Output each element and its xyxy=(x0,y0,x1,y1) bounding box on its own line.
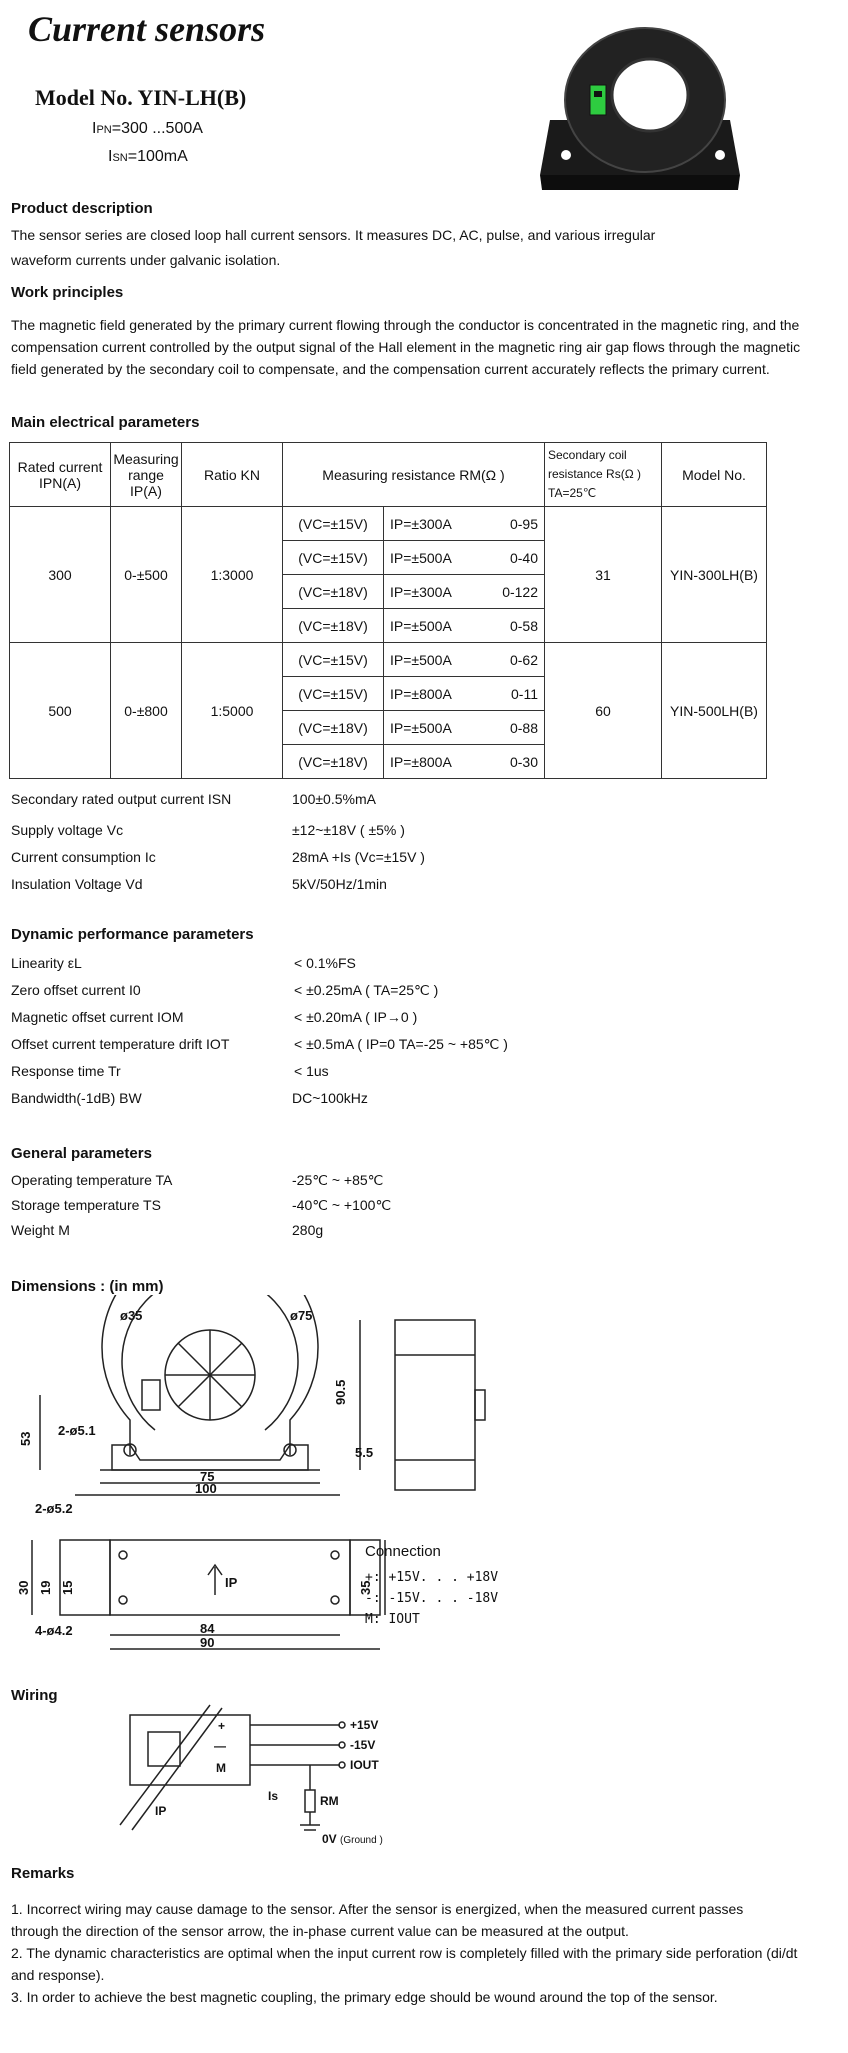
remarks-heading: Remarks xyxy=(11,1865,75,1882)
gp1-value: -40℃ ~ +100℃ xyxy=(292,1197,392,1213)
dp5-value: DC~100kHz xyxy=(292,1090,368,1106)
remark-3: 3. In order to achieve the best magnetic coupling, the primary edge should be wound around the top of the sensor. xyxy=(11,1989,718,2005)
g1-r2-ip: IP=±500A xyxy=(390,719,452,736)
g1-r3-rm: 0-30 xyxy=(509,753,538,770)
dp2-value: < ±0.20mA ( IP→0 ) xyxy=(294,1009,418,1025)
wiring-m: M xyxy=(216,1761,226,1775)
th-range: Measuring range IP(A) xyxy=(111,443,182,507)
ep2-label: Current consumption Ic xyxy=(11,849,156,865)
g0-r0-rm: 0-95 xyxy=(509,515,538,532)
dim-h53: 53 xyxy=(18,1431,33,1446)
gp0-value: -25℃ ~ +85℃ xyxy=(292,1172,384,1188)
sensor-photo xyxy=(530,25,750,200)
description-line1: The sensor series are closed loop hall current sensors. It measures DC, AC, pulse, and various irregular xyxy=(11,227,656,243)
dp0-label: Linearity εL xyxy=(11,955,82,971)
dynamic-heading: Dynamic performance parameters xyxy=(11,926,254,943)
dp4-value: < 1us xyxy=(294,1063,329,1079)
dp1-label: Zero offset current I0 xyxy=(11,982,141,998)
g0-r3-vc: (VC=±18V) xyxy=(283,609,384,643)
wiring-is: Is xyxy=(268,1789,279,1803)
dp3-label: Offset current temperature drift IOT xyxy=(11,1036,230,1052)
wiring-ground: 0V xyxy=(322,1832,337,1846)
dim-hole51: 2-ø5.1 xyxy=(58,1423,96,1438)
dim-hole52: 2-ø5.2 xyxy=(35,1501,73,1516)
ep1-label: Supply voltage Vc xyxy=(11,822,124,838)
g0-r1-vc: (VC=±15V) xyxy=(283,541,384,575)
connection-minus: -: -15V. . . -18V xyxy=(365,1591,499,1606)
dp5-label: Bandwidth(-1dB) BW xyxy=(11,1090,142,1106)
dim-hole42: 4-ø4.2 xyxy=(35,1623,73,1638)
spec-isn: ISN=100mA xyxy=(108,148,188,165)
work-line2: compensation current controlled by the output signal of the Hall element in the magnetic ring air gap flows through the magnetic xyxy=(11,339,801,355)
gp1-label: Storage temperature TS xyxy=(11,1197,161,1213)
ep3-value: 5kV/50Hz/1min xyxy=(292,876,387,892)
wiring-p15: +15V xyxy=(350,1718,379,1732)
dim-h30: 30 xyxy=(16,1580,31,1595)
dp3-value: < ±0.5mA ( IP=0 TA=-25 ~ +85℃ ) xyxy=(294,1036,508,1052)
dp2-label: Magnetic offset current IOM xyxy=(11,1009,184,1025)
wiring-ground-note: (Ground ) xyxy=(340,1835,383,1846)
work-line3: field generated by the secondary coil to compensate, and the compensation current accurately reflects the primary current. xyxy=(11,361,770,377)
dim-w100: 100 xyxy=(195,1481,217,1496)
spec-ipn: IPN=300 ...500A xyxy=(92,120,203,137)
ep3-label: Insulation Voltage Vd xyxy=(11,876,143,892)
g0-range: 0-±500 xyxy=(111,507,182,643)
page-title: Current sensors xyxy=(28,9,266,49)
dim-h905: 90.5 xyxy=(333,1379,348,1405)
gp2-value: 280g xyxy=(292,1222,324,1238)
ep0-label: Secondary rated output current ISN xyxy=(11,791,232,807)
g1-r3-ip: IP=±800A xyxy=(390,753,452,770)
g1-r1-vc: (VC=±15V) xyxy=(283,677,384,711)
wiring-plus: + xyxy=(218,1719,226,1733)
wiring-m15: -15V xyxy=(350,1738,376,1752)
g0-r0-ip: IP=±300A xyxy=(390,515,452,532)
product-description-heading: Product description xyxy=(11,200,153,217)
g1-range: 0-±800 xyxy=(111,643,182,779)
wiring-diagram xyxy=(100,1700,440,1850)
g0-model: YIN-300LH(B) xyxy=(662,507,767,643)
dim-ip: IP xyxy=(225,1575,238,1590)
remark-1a: 1. Incorrect wiring may cause damage to the sensor. After the sensor is energized, when the measured current passes xyxy=(11,1901,744,1917)
th-ratio: Ratio KN xyxy=(182,443,283,507)
dim-d35: ø35 xyxy=(120,1308,143,1323)
g0-r2-ip: IP=±300A xyxy=(390,583,452,600)
g1-r0-ip: IP=±500A xyxy=(390,651,452,668)
ep2-value: 28mA +Is (Vc=±15V ) xyxy=(292,849,425,865)
g1-r1-rm: 0-11 xyxy=(511,685,538,702)
th-rs: Secondary coil resistance Rs(Ω ) TA=25℃ xyxy=(545,443,662,507)
electrical-table xyxy=(9,442,767,779)
g0-r3-rm-cell xyxy=(384,609,545,643)
g1-r3-rm-cell xyxy=(384,745,545,779)
connection-m: M: IOUT xyxy=(365,1612,420,1627)
dim-h15: 15 xyxy=(60,1580,75,1595)
g1-rated: 500 xyxy=(10,643,111,779)
dim-w84: 84 xyxy=(200,1621,215,1636)
g0-r2-rm: 0-122 xyxy=(502,583,538,600)
ep0-value: 100±0.5%mA xyxy=(292,791,376,807)
wiring-heading: Wiring xyxy=(11,1687,58,1704)
g1-r0-rm: 0-62 xyxy=(509,651,538,668)
dim-h19: 19 xyxy=(38,1580,53,1595)
g0-r0-rm-cell xyxy=(384,507,545,541)
g0-rated: 300 xyxy=(10,507,111,643)
connection-heading: Connection xyxy=(365,1543,441,1560)
dp1-value: < ±0.25mA ( TA=25℃ ) xyxy=(294,982,439,998)
gp2-label: Weight M xyxy=(11,1222,70,1238)
dim-h35: 35 xyxy=(358,1580,373,1595)
g1-r2-vc: (VC=±18V) xyxy=(283,711,384,745)
dim-w90: 90 xyxy=(200,1635,215,1650)
g1-r1-ip: IP=±800A xyxy=(390,685,452,702)
dimension-drawing xyxy=(0,1295,520,1695)
g1-model: YIN-500LH(B) xyxy=(662,643,767,779)
model-number: Model No. YIN-LH(B) xyxy=(35,85,247,110)
wiring-ip: IP xyxy=(155,1804,167,1818)
remark-2b: and response). xyxy=(11,1967,105,1983)
g0-r2-rm-cell xyxy=(384,575,545,609)
remark-2a: 2. The dynamic characteristics are optimal when the input current row is completely filled with the primary side perforation (di/dt xyxy=(11,1945,798,1961)
dimensions-heading: Dimensions : (in mm) xyxy=(11,1278,164,1295)
description-line2: waveform currents under galvanic isolation. xyxy=(11,252,281,268)
g0-r1-ip: IP=±500A xyxy=(390,549,452,566)
g0-rs: 31 xyxy=(545,507,662,643)
g1-r0-rm-cell xyxy=(384,643,545,677)
g0-r1-rm: 0-40 xyxy=(509,549,538,566)
g0-r3-rm: 0-58 xyxy=(509,617,538,634)
dp4-label: Response time Tr xyxy=(11,1063,121,1079)
g0-ratio: 1:3000 xyxy=(182,507,283,643)
dim-w75: 75 xyxy=(200,1469,215,1484)
work-principles-heading: Work principles xyxy=(11,284,124,301)
wiring-minus: — xyxy=(214,1739,226,1753)
gp0-label: Operating temperature TA xyxy=(11,1172,173,1188)
work-line1: The magnetic field generated by the primary current flowing through the conductor is concentrated in the magnetic ring, and the xyxy=(11,317,800,333)
g0-r2-vc: (VC=±18V) xyxy=(283,575,384,609)
th-rated: Rated current IPN(A) xyxy=(10,443,111,507)
g1-r1-rm-cell xyxy=(384,677,545,711)
th-rm: Measuring resistance RM(Ω ) xyxy=(283,443,545,507)
g1-r0-vc: (VC=±15V) xyxy=(283,643,384,677)
g1-ratio: 1:5000 xyxy=(182,643,283,779)
electrical-heading: Main electrical parameters xyxy=(11,414,200,431)
th-model: Model No. xyxy=(662,443,767,507)
dp0-value: < 0.1%FS xyxy=(294,955,356,971)
g1-r2-rm-cell xyxy=(384,711,545,745)
g1-r2-rm: 0-88 xyxy=(509,719,538,736)
g0-r3-ip: IP=±500A xyxy=(390,617,452,634)
dim-h55: 5.5 xyxy=(355,1445,374,1460)
general-heading: General parameters xyxy=(11,1145,152,1162)
wiring-rm: RM xyxy=(320,1794,339,1808)
g0-r0-vc: (VC=±15V) xyxy=(283,507,384,541)
wiring-iout: IOUT xyxy=(350,1758,379,1772)
connection-plus: +: +15V. . . +18V xyxy=(365,1570,499,1585)
g0-r1-rm-cell xyxy=(384,541,545,575)
ep1-value: ±12~±18V ( ±5% ) xyxy=(292,822,405,838)
g1-r3-vc: (VC=±18V) xyxy=(283,745,384,779)
dim-d75: ø75 xyxy=(290,1308,313,1323)
g1-rs: 60 xyxy=(545,643,662,779)
remark-1b: through the direction of the sensor arrow, the in-phase current value can be measured at the output. xyxy=(11,1923,629,1939)
